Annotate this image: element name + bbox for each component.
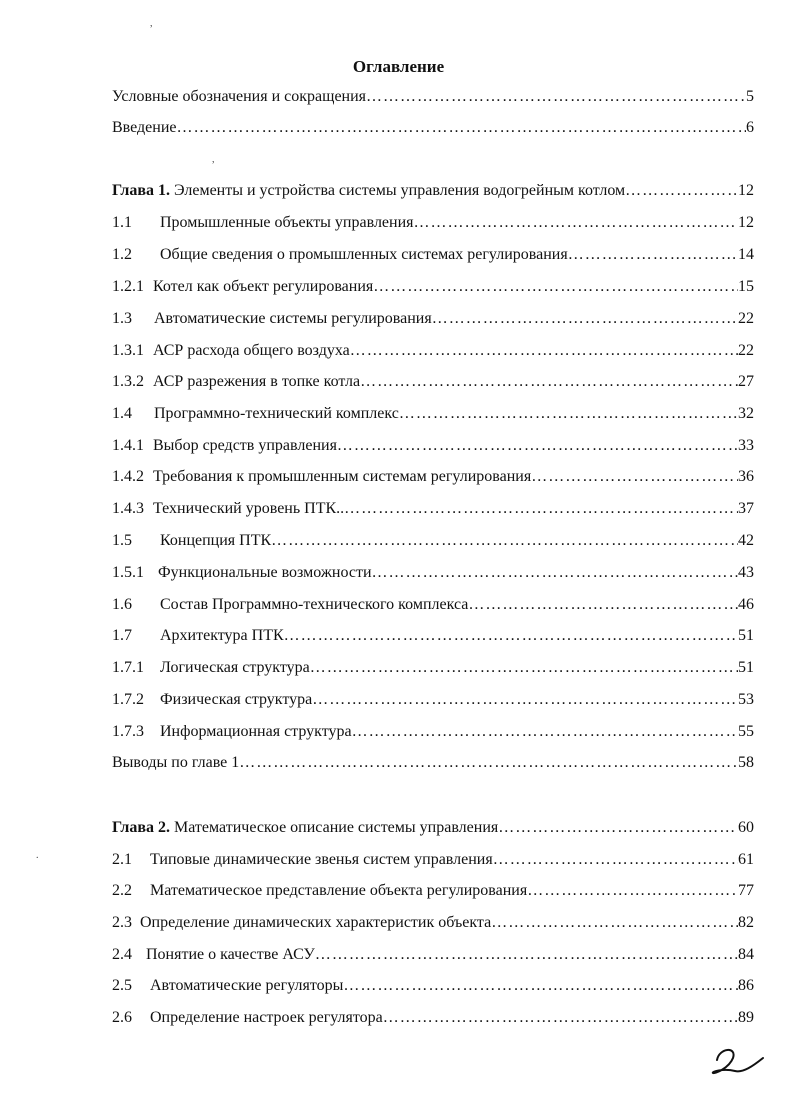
- leader-dots: [399, 405, 738, 423]
- toc-entry: [112, 596, 754, 618]
- leader-dots: [352, 723, 738, 741]
- toc-entry: [112, 500, 754, 522]
- leader-dots: [493, 851, 738, 869]
- toc-entry: [112, 754, 754, 776]
- toc-entry-page: 86: [738, 977, 754, 994]
- section-number: 1.4: [112, 405, 132, 422]
- leader-dots: [271, 532, 738, 550]
- toc-entry-page: 82: [738, 914, 754, 931]
- section-title: Информационная структура: [160, 723, 352, 740]
- section-number: 1.7.2: [112, 691, 144, 708]
- section-number: 2.3: [112, 914, 132, 931]
- toc-entry-label: Введение: [112, 119, 177, 136]
- toc-entry-label: Выводы по главе 1: [112, 754, 240, 771]
- section-title: Функциональные возможности: [158, 564, 372, 581]
- section-number: 1.3: [112, 310, 132, 327]
- section-number: 2.4: [112, 946, 132, 963]
- leader-dots: [284, 627, 738, 645]
- toc-entry-page: 84: [738, 946, 754, 963]
- toc-entry: [112, 119, 754, 141]
- section-title: Состав Программно-технического комплекса: [160, 596, 469, 613]
- scan-mark: ,: [212, 154, 215, 165]
- section-number: 1.5: [112, 532, 132, 549]
- section-number: 1.3.1: [112, 342, 144, 359]
- toc-entry: [112, 246, 754, 268]
- toc-entry: [112, 88, 754, 110]
- section-title: Программно-технический комплекс: [154, 405, 399, 422]
- section-number: 1.7.1: [112, 659, 144, 676]
- leader-dots: [344, 500, 738, 518]
- leader-dots: [414, 214, 738, 232]
- toc-entry: [112, 946, 754, 968]
- section-number: 1.4.1: [112, 437, 144, 454]
- leader-dots: [373, 278, 738, 296]
- toc-entry-page: 61: [738, 851, 754, 868]
- toc-entry: [112, 468, 754, 490]
- leader-dots: [315, 946, 738, 964]
- section-number: 2.2: [112, 882, 132, 899]
- toc-entry: [112, 310, 754, 332]
- toc-entry-page: 15: [738, 278, 754, 295]
- section-title: АСР разрежения в топке котла: [153, 373, 361, 390]
- leader-dots: [372, 564, 738, 582]
- toc-entry-page: 43: [738, 564, 754, 581]
- section-number: 1.1: [112, 214, 132, 231]
- leader-dots: [239, 754, 738, 772]
- toc-entry-page: 58: [738, 754, 754, 771]
- leader-dots: [491, 914, 738, 932]
- toc-entry-page: 51: [738, 627, 754, 644]
- section-title: Типовые динамические звенья систем управления: [150, 851, 493, 868]
- section-title: Автоматические регуляторы: [150, 977, 344, 994]
- section-title: Концепция ПТК: [160, 532, 272, 549]
- toc-entry: [112, 278, 754, 300]
- section-number: 1.2: [112, 246, 132, 263]
- toc-entry-page: 33: [738, 437, 754, 454]
- toc-entry-page: 51: [738, 659, 754, 676]
- toc-entry-page: 37: [738, 500, 754, 517]
- toc-entry-page: 5: [746, 88, 754, 105]
- leader-dots: [366, 88, 746, 106]
- toc-entry-page: 42: [738, 532, 754, 549]
- toc-entry: [112, 977, 754, 999]
- section-number: 1.6: [112, 596, 132, 613]
- section-number: 2.6: [112, 1009, 132, 1026]
- section-title: Технический уровень ПТК..: [153, 500, 345, 517]
- leader-dots: [337, 437, 738, 455]
- toc-entry-page: 12: [738, 214, 754, 231]
- toc-entry-page: 46: [738, 596, 754, 613]
- section-number: 1.4.3: [112, 500, 144, 517]
- section-title: Требования к промышленным системам регулирования: [153, 468, 532, 485]
- toc-entry: [112, 851, 754, 873]
- section-number: 1.7: [112, 627, 132, 644]
- scan-mark: ,: [150, 18, 153, 29]
- section-number: 2.1: [112, 851, 132, 868]
- toc-entry-page: 53: [738, 691, 754, 708]
- page-title: Оглавление: [352, 57, 445, 76]
- handwritten-page-number: [709, 1040, 767, 1080]
- section-number: 1.5.1: [112, 564, 144, 581]
- toc-entry: [112, 1009, 754, 1031]
- section-title: Котел как объект регулирования: [153, 278, 374, 295]
- section-title: Архитектура ПТК: [160, 627, 284, 644]
- toc-entry-page: 77: [738, 882, 754, 899]
- toc-entry-page: 22: [738, 310, 754, 327]
- toc-entry: [112, 342, 754, 364]
- leader-dots: [432, 310, 738, 328]
- leader-dots: [531, 468, 738, 486]
- toc-entry-page: 6: [746, 119, 754, 136]
- section-title: Физическая структура: [160, 691, 313, 708]
- leader-dots: [177, 119, 747, 137]
- section-title: Выбор средств управления: [153, 437, 337, 454]
- toc-entry-page: 60: [738, 819, 754, 836]
- leader-dots: [310, 659, 738, 677]
- toc-entry-page: 89: [738, 1009, 754, 1026]
- leader-dots: [568, 246, 738, 264]
- toc-entry: [112, 437, 754, 459]
- leader-dots: [383, 1009, 738, 1027]
- chapter-number: Глава 1.: [112, 182, 170, 199]
- leader-dots: [343, 977, 738, 995]
- toc-entry: [112, 214, 754, 236]
- leader-dots: [312, 691, 738, 709]
- toc-entry: [112, 723, 754, 745]
- section-number: 1.2.1: [112, 278, 144, 295]
- section-title: Понятие о качестве АСУ: [146, 946, 315, 963]
- chapter-title: Элементы и устройства системы управления водогрейным котлом: [170, 182, 626, 199]
- section-title: АСР расхода общего воздуха: [153, 342, 350, 359]
- toc-entry: [112, 532, 754, 554]
- section-title: Определение динамических характеристик объекта: [140, 914, 492, 931]
- section-title: Определение настроек регулятора: [150, 1009, 383, 1026]
- chapter-number: Глава 2.: [112, 819, 170, 836]
- section-number: 1.3.2: [112, 373, 144, 390]
- leader-dots: [498, 819, 738, 837]
- chapter-title: Математическое описание системы управления: [170, 819, 499, 836]
- leader-dots: [350, 342, 738, 360]
- toc-entry: [112, 373, 754, 395]
- toc-entry: [112, 914, 754, 936]
- toc-entry-page: 36: [738, 468, 754, 485]
- chapter-entry: [112, 819, 754, 841]
- section-number: 1.7.3: [112, 723, 144, 740]
- toc-entry: [112, 405, 754, 427]
- scan-mark: .: [36, 850, 39, 861]
- chapter-entry: [112, 182, 754, 204]
- leader-dots: [468, 596, 738, 614]
- section-title: Математическое представление объекта регулирования: [150, 882, 528, 899]
- section-number: 1.4.2: [112, 468, 144, 485]
- leader-dots: [360, 373, 738, 391]
- section-title: Автоматические системы регулирования: [154, 310, 432, 327]
- toc-entry: [112, 691, 754, 713]
- section-number: 2.5: [112, 977, 132, 994]
- leader-dots: [527, 882, 738, 900]
- section-title: Общие сведения о промышленных системах регулирования: [160, 246, 568, 263]
- toc-entry: [112, 564, 754, 586]
- toc-entry-page: 27: [738, 373, 754, 390]
- toc-entry-page: 12: [738, 182, 754, 199]
- toc-entry: [112, 659, 754, 681]
- toc-entry: [112, 882, 754, 904]
- section-title: Логическая структура: [160, 659, 310, 676]
- toc-entry-label: Условные обозначения и сокращения: [112, 88, 367, 105]
- toc-entry-page: 14: [738, 246, 754, 263]
- leader-dots: [625, 182, 738, 200]
- toc-entry-page: 55: [738, 723, 754, 740]
- toc-entry-page: 22: [738, 342, 754, 359]
- toc-entry-page: 32: [738, 405, 754, 422]
- section-title: Промышленные объекты управления: [160, 214, 414, 231]
- toc-entry: [112, 627, 754, 649]
